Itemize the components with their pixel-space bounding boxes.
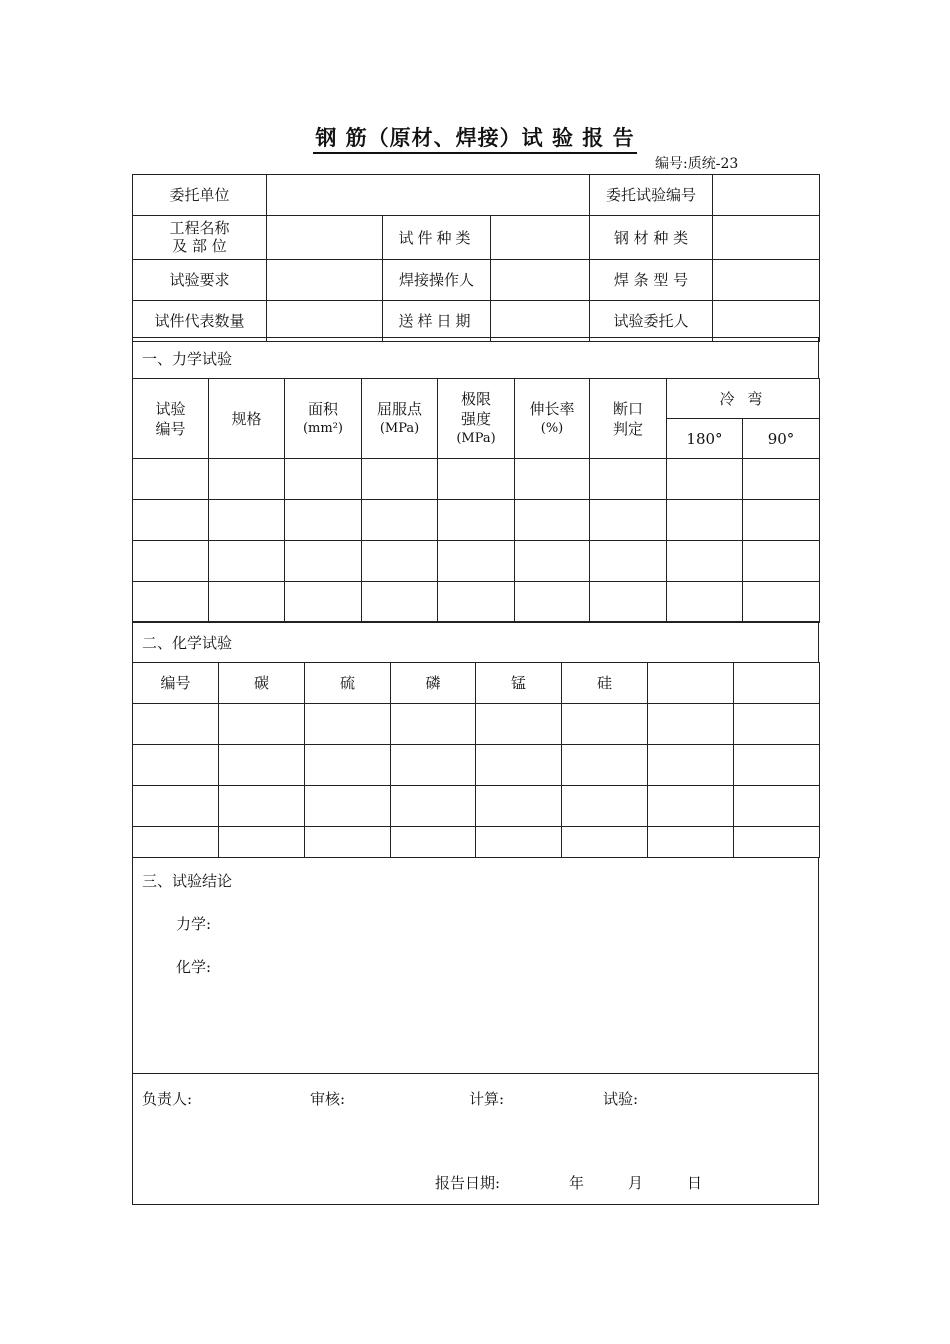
col-ultimate-line2: 强度 [460, 409, 491, 428]
col-no: 编号 [133, 663, 219, 704]
cell[interactable] [438, 500, 515, 541]
col-phosphorus: 磷 [391, 663, 476, 704]
cell[interactable] [305, 745, 391, 786]
test-requirement-label: 试验要求 [133, 260, 267, 301]
signature-section [132, 1073, 819, 1205]
col-silicon: 硅 [562, 663, 648, 704]
cell[interactable] [133, 827, 219, 858]
cell[interactable] [285, 500, 362, 541]
project-name-value[interactable] [267, 216, 383, 260]
cell[interactable] [285, 459, 362, 500]
cell[interactable] [476, 827, 562, 858]
cell[interactable] [648, 704, 734, 745]
report-date-label: 报告日期: [435, 1174, 501, 1192]
cell[interactable] [133, 541, 209, 582]
test-requirement-value[interactable] [267, 260, 383, 301]
calculation-label: 计算: [469, 1090, 505, 1108]
cell[interactable] [438, 541, 515, 582]
col-extra-1 [648, 663, 734, 704]
cell[interactable] [743, 500, 820, 541]
project-name-line1: 工程名称 [169, 219, 230, 237]
cell[interactable] [209, 500, 285, 541]
client-test-no-label: 委托试验编号 [590, 175, 713, 216]
cell[interactable] [133, 459, 209, 500]
cell[interactable] [667, 500, 743, 541]
col-sulfur: 硫 [305, 663, 391, 704]
cell[interactable] [133, 704, 219, 745]
cell[interactable] [362, 500, 438, 541]
col-extra-2 [734, 663, 820, 704]
client-unit-value[interactable] [267, 175, 590, 216]
cell[interactable] [438, 459, 515, 500]
cell[interactable] [305, 827, 391, 858]
col-ultimate-line3: (MPa) [456, 430, 496, 446]
mechanical-row [133, 541, 820, 582]
chemical-test-table [132, 662, 820, 858]
specimen-type-value[interactable] [491, 216, 590, 260]
col-ultimate-line1: 极限 [460, 389, 491, 408]
cell[interactable] [133, 786, 219, 827]
chemical-row [133, 704, 820, 745]
cell[interactable] [515, 541, 590, 582]
cell[interactable] [515, 582, 590, 623]
cell[interactable] [285, 541, 362, 582]
client-unit-label: 委托单位 [133, 175, 267, 216]
specimen-quantity-value[interactable] [267, 301, 383, 342]
project-name-line2: 及 部 位 [172, 237, 227, 255]
cell[interactable] [515, 459, 590, 500]
responsible-label: 负责人: [142, 1090, 193, 1108]
cell[interactable] [743, 459, 820, 500]
year-label: 年 [569, 1174, 585, 1192]
cell[interactable] [209, 541, 285, 582]
report-title: 钢 筋（原材、焊接）试 验 报 告 [0, 122, 950, 152]
test-client-label: 试验委托人 [590, 301, 713, 342]
cell[interactable] [734, 704, 820, 745]
cell[interactable] [305, 786, 391, 827]
col-manganese: 锰 [476, 663, 562, 704]
cell[interactable] [285, 582, 362, 623]
cell[interactable] [219, 786, 305, 827]
cell[interactable] [590, 541, 667, 582]
col-area-line2: (mm²) [302, 420, 343, 436]
cell[interactable] [734, 827, 820, 858]
conclusion-section-title: 三、试验结论 [142, 872, 233, 890]
col-elongation-line1: 伸长率 [529, 399, 575, 418]
mechanical-row [133, 500, 820, 541]
cell[interactable] [476, 704, 562, 745]
mechanical-row [133, 582, 820, 623]
col-fracture-line2: 判定 [612, 419, 643, 438]
mechanical-conclusion-label: 力学: [176, 915, 212, 933]
cell[interactable] [476, 786, 562, 827]
test-client-value[interactable] [713, 301, 820, 342]
cell[interactable] [667, 459, 743, 500]
col-ultimate [438, 379, 515, 459]
cell[interactable] [734, 786, 820, 827]
cell[interactable] [743, 541, 820, 582]
col-carbon: 碳 [219, 663, 305, 704]
chemical-row [133, 786, 820, 827]
review-label: 审核: [310, 1090, 346, 1108]
chemical-row [133, 745, 820, 786]
col-elongation [515, 379, 590, 459]
project-name-label [133, 216, 267, 260]
document-number: 编号:质统-23 [655, 156, 739, 172]
cell[interactable] [590, 582, 667, 623]
col-yield-line1: 屈服点 [376, 399, 422, 418]
col-test-no [133, 379, 209, 459]
specimen-type-label: 试件种类 [383, 216, 491, 260]
test-label: 试验: [603, 1090, 639, 1108]
cell[interactable] [648, 786, 734, 827]
cell[interactable] [209, 459, 285, 500]
cell[interactable] [562, 786, 648, 827]
conclusion-section [132, 857, 819, 1074]
steel-type-value[interactable] [713, 216, 820, 260]
cell[interactable] [667, 541, 743, 582]
col-area-line1: 面积 [307, 399, 338, 418]
cell[interactable] [590, 500, 667, 541]
cell[interactable] [133, 582, 209, 623]
electrode-model-value[interactable] [713, 260, 820, 301]
cell[interactable] [562, 745, 648, 786]
mechanical-section-header [132, 337, 819, 379]
cell[interactable] [391, 745, 476, 786]
welder-value[interactable] [491, 260, 590, 301]
steel-type-label: 钢 材 种 类 [590, 216, 713, 260]
cell[interactable] [743, 582, 820, 623]
mechanical-section-title: 一、力学试验 [142, 350, 233, 368]
col-fracture-line1: 断口 [612, 399, 643, 418]
cell[interactable] [391, 704, 476, 745]
cell[interactable] [667, 582, 743, 623]
chemical-section-title: 二、化学试验 [142, 634, 233, 652]
cell[interactable] [648, 827, 734, 858]
cell[interactable] [133, 745, 219, 786]
client-test-no-value[interactable] [713, 175, 820, 216]
col-test-no-line2: 编号 [155, 419, 186, 438]
col-cold-bend: 冷 弯 [667, 379, 820, 419]
cell[interactable] [219, 745, 305, 786]
specimen-quantity-label: 试件代表数量 [133, 301, 267, 342]
cell[interactable] [391, 827, 476, 858]
col-bend-180: 180° [667, 419, 743, 459]
cell[interactable] [362, 582, 438, 623]
cell[interactable] [362, 541, 438, 582]
cell[interactable] [438, 582, 515, 623]
col-yield [362, 379, 438, 459]
chemical-section-header [132, 621, 819, 663]
cell[interactable] [734, 745, 820, 786]
cell[interactable] [219, 827, 305, 858]
sample-date-value[interactable] [491, 301, 590, 342]
cell[interactable] [476, 745, 562, 786]
cell[interactable] [648, 745, 734, 786]
day-label: 日 [687, 1174, 703, 1192]
cell[interactable] [219, 704, 305, 745]
cell[interactable] [133, 500, 209, 541]
mechanical-test-table [132, 378, 820, 623]
cell[interactable] [391, 786, 476, 827]
col-area [285, 379, 362, 459]
sample-date-label: 送样日期 [383, 301, 491, 342]
cell[interactable] [562, 704, 648, 745]
info-table [132, 174, 820, 342]
welder-label: 焊接操作人 [383, 260, 491, 301]
col-test-no-line1: 试验 [155, 399, 186, 418]
chemical-row [133, 827, 820, 858]
col-elongation-line2: (%) [540, 420, 564, 436]
cell[interactable] [209, 582, 285, 623]
cell[interactable] [362, 459, 438, 500]
col-fracture [590, 379, 667, 459]
cell[interactable] [590, 459, 667, 500]
cell[interactable] [515, 500, 590, 541]
electrode-model-label: 焊 条 型 号 [590, 260, 713, 301]
mechanical-row [133, 459, 820, 500]
col-bend-90: 90° [743, 419, 820, 459]
col-spec: 规格 [209, 379, 285, 459]
cell[interactable] [305, 704, 391, 745]
month-label: 月 [628, 1174, 644, 1192]
cell[interactable] [562, 827, 648, 858]
chemical-conclusion-label: 化学: [176, 958, 212, 976]
col-yield-line2: (MPa) [379, 420, 420, 436]
